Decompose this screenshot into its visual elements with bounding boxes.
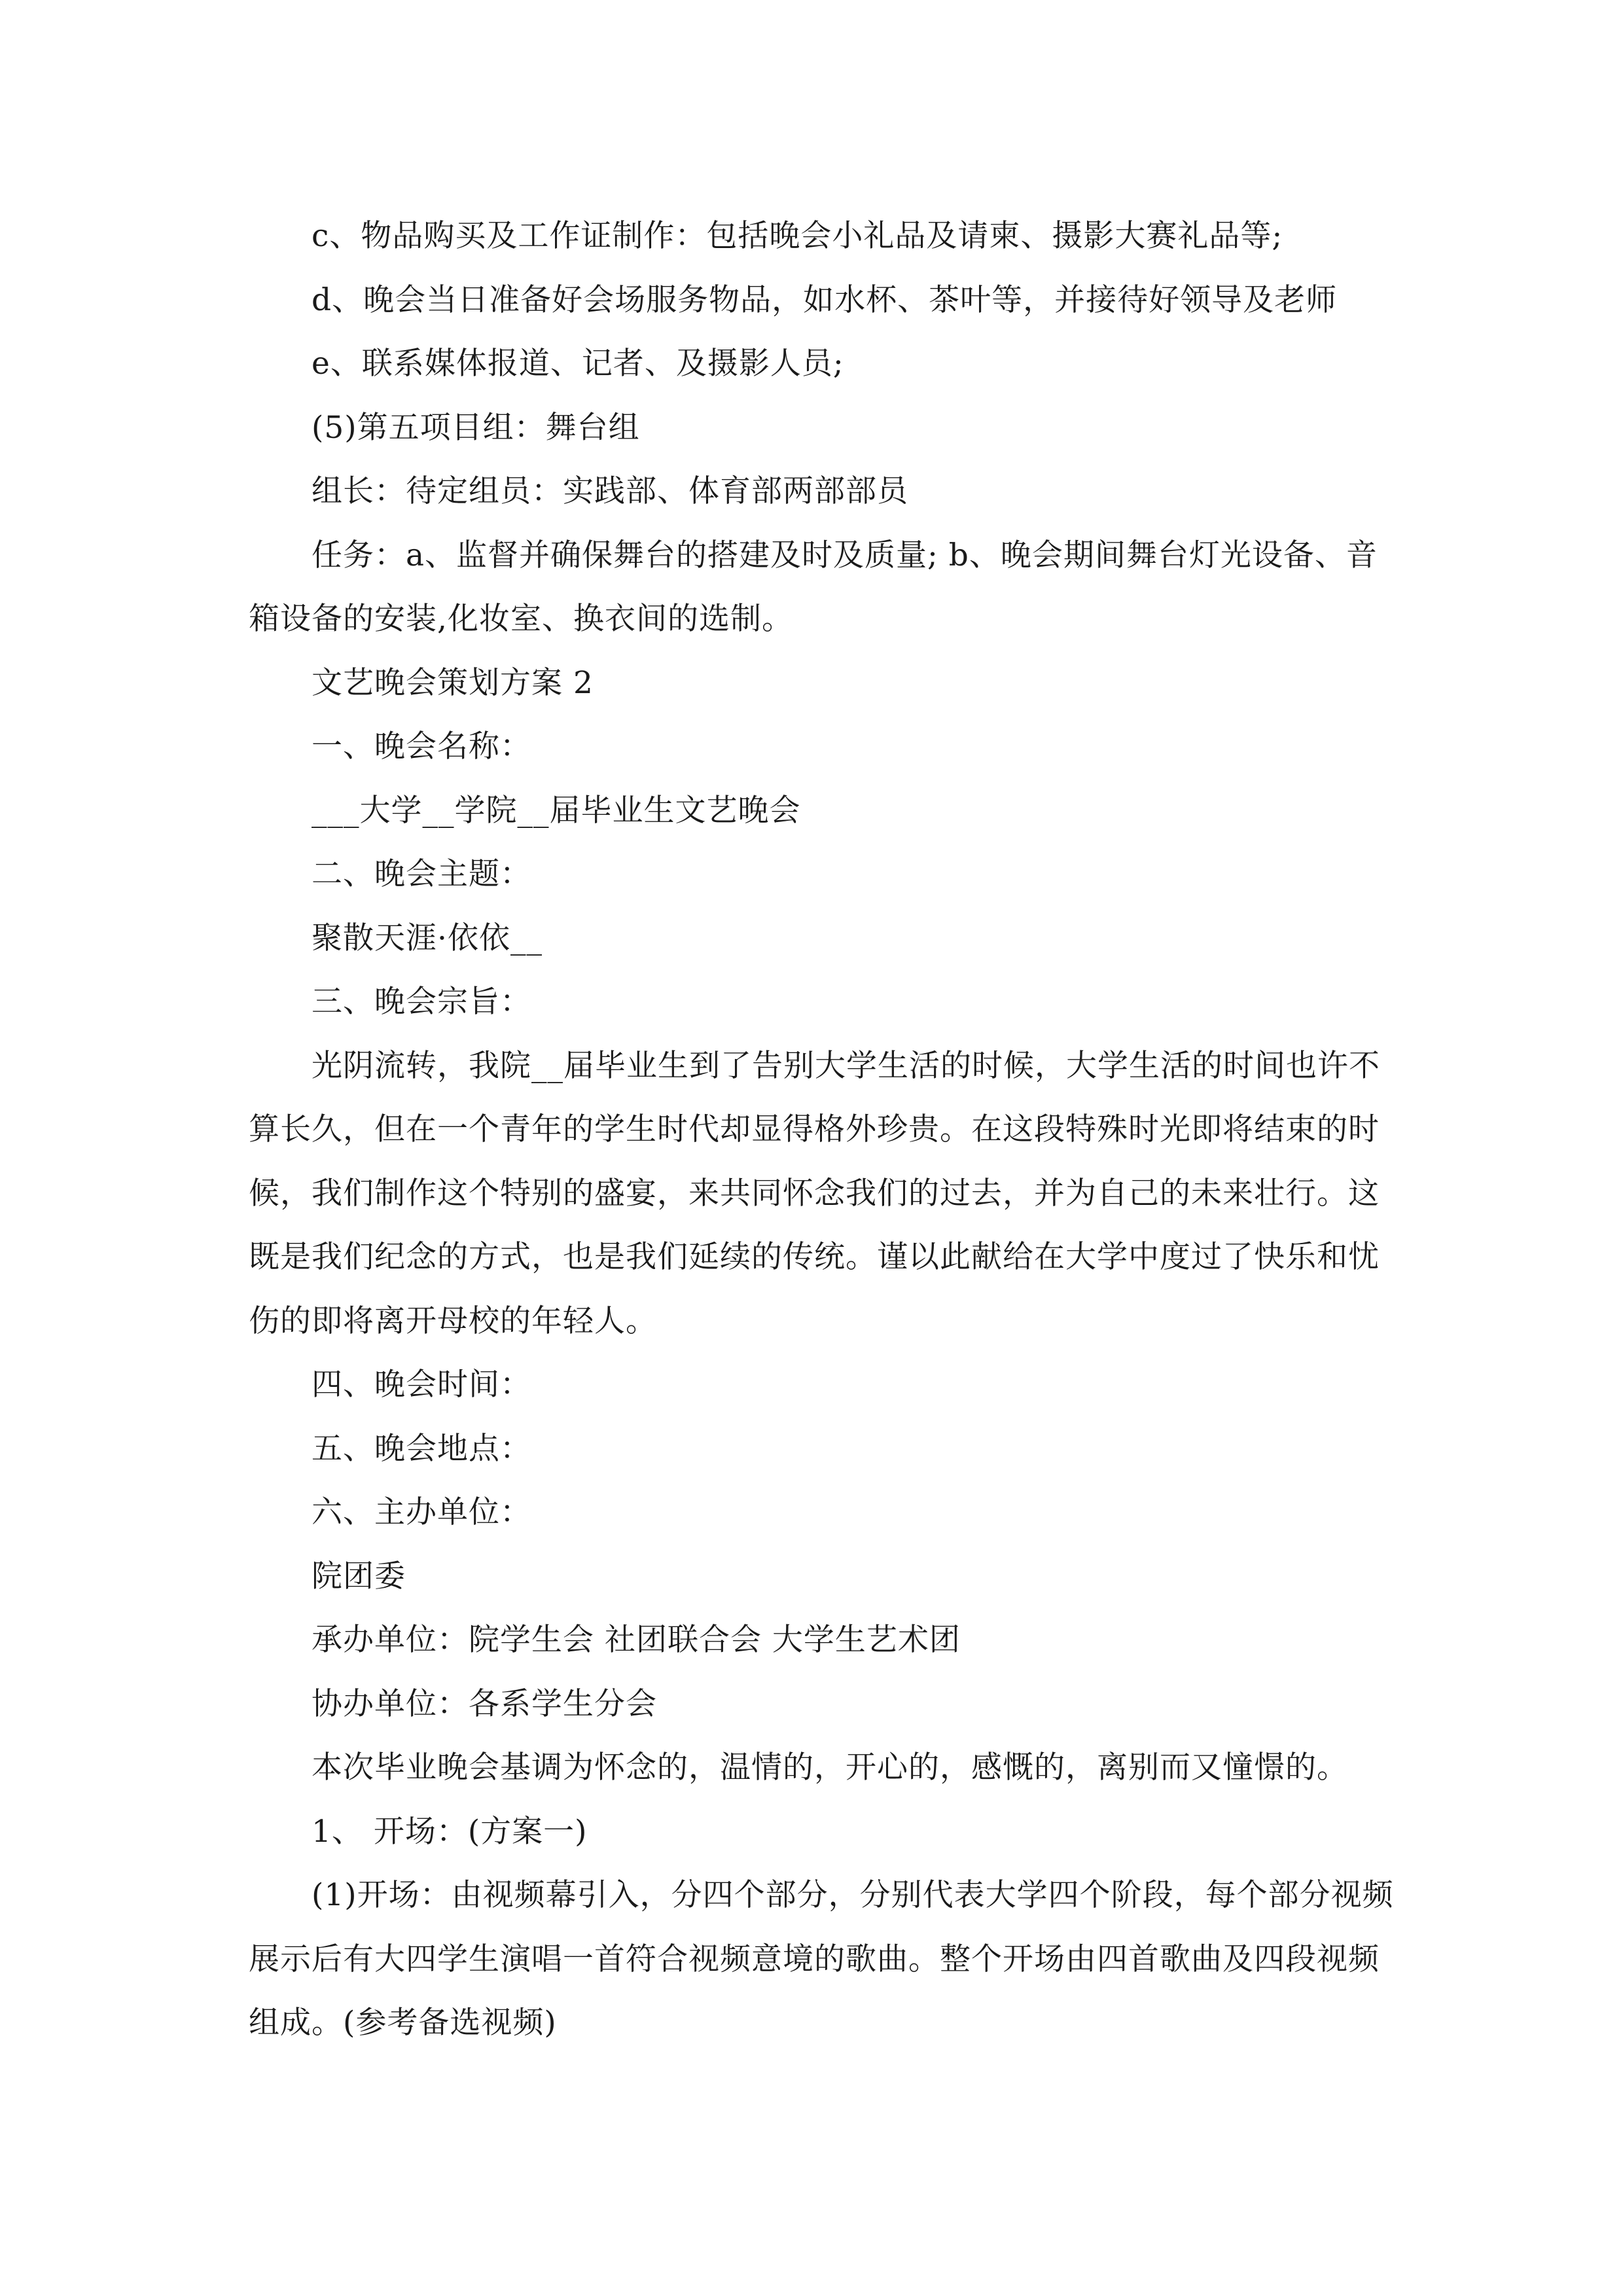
heading-opening: 1、 开场：(方案一): [312, 1813, 588, 1850]
paragraph-co-organizers: 协办单位：各系学生分会: [312, 1685, 657, 1722]
heading-event-name: 一、晚会名称：: [312, 728, 531, 764]
heading-event-time: 四、晚会时间：: [312, 1367, 531, 1403]
heading-event-location: 五、晚会地点：: [312, 1430, 531, 1467]
section-title-plan-2: 文艺晚会策划方案 2: [312, 664, 594, 701]
heading-organizer: 六、主办单位：: [312, 1494, 531, 1530]
heading-event-theme: 二、晚会主题：: [312, 856, 531, 892]
paragraph-event-tone: 本次毕业晚会基调为怀念的，温情的，开心的，感慨的，离别而又憧憬的。: [312, 1749, 1348, 1785]
paragraph-group-leader: 组长：待定组员：实践部、体育部两部部员: [312, 473, 908, 509]
heading-event-purpose: 三、晚会宗旨：: [312, 984, 531, 1020]
paragraph-event-name: ___大学__学院__届毕业生文艺晚会: [312, 792, 801, 829]
paragraph-event-purpose: 光阴流转，我院__届毕业生到了告别大学生活的时候，大学生活的时间也许不算长久，但在一个青年的学生时代却显得格外珍贵。在这段特殊时光即将结束的时候，我们制作这个特别的盛宴，来共同怀念我们的过去，并为自己的未来壮行。这既是我们纪念的方式，也是我们延续的传统。谨以此献给在大学中度过了快乐和忧伤的即将离开母校的年轻人。: [249, 1047, 1380, 1339]
document-body: [249, 204, 1400, 2055]
paragraph-d-venue-service: d、晚会当日准备好会场服务物品，如水杯、茶叶等，并接待好领导及老师: [312, 281, 1338, 318]
paragraph-stage-tasks: 任务：a、监督并确保舞台的搭建及时及质量; b、晚会期间舞台灯光设备、音箱设备的安装,化妆室、换衣间的选制。: [249, 537, 1378, 637]
paragraph-c-purchasing: c、物品购买及工作证制作：包括晚会小礼品及请柬、摄影大赛礼品等;: [312, 218, 1283, 254]
paragraph-group-5-stage: (5)第五项目组：舞台组: [312, 409, 640, 446]
paragraph-host-units: 承办单位：院学生会 社团联合会 大学生艺术团: [312, 1622, 961, 1658]
paragraph-opening-detail: (1)开场：由视频幕引入，分四个部分，分别代表大学四个阶段，每个部分视频展示后有大四学生演唱一首符合视频意境的歌曲。整个开场由四首歌曲及四段视频组成。(参考备选视频): [249, 1877, 1394, 2041]
paragraph-e-media: e、联系媒体报道、记者、及摄影人员;: [312, 346, 844, 382]
paragraph-organizer: 院团委: [312, 1558, 406, 1594]
paragraph-event-theme: 聚散天涯·依依__: [312, 920, 543, 956]
